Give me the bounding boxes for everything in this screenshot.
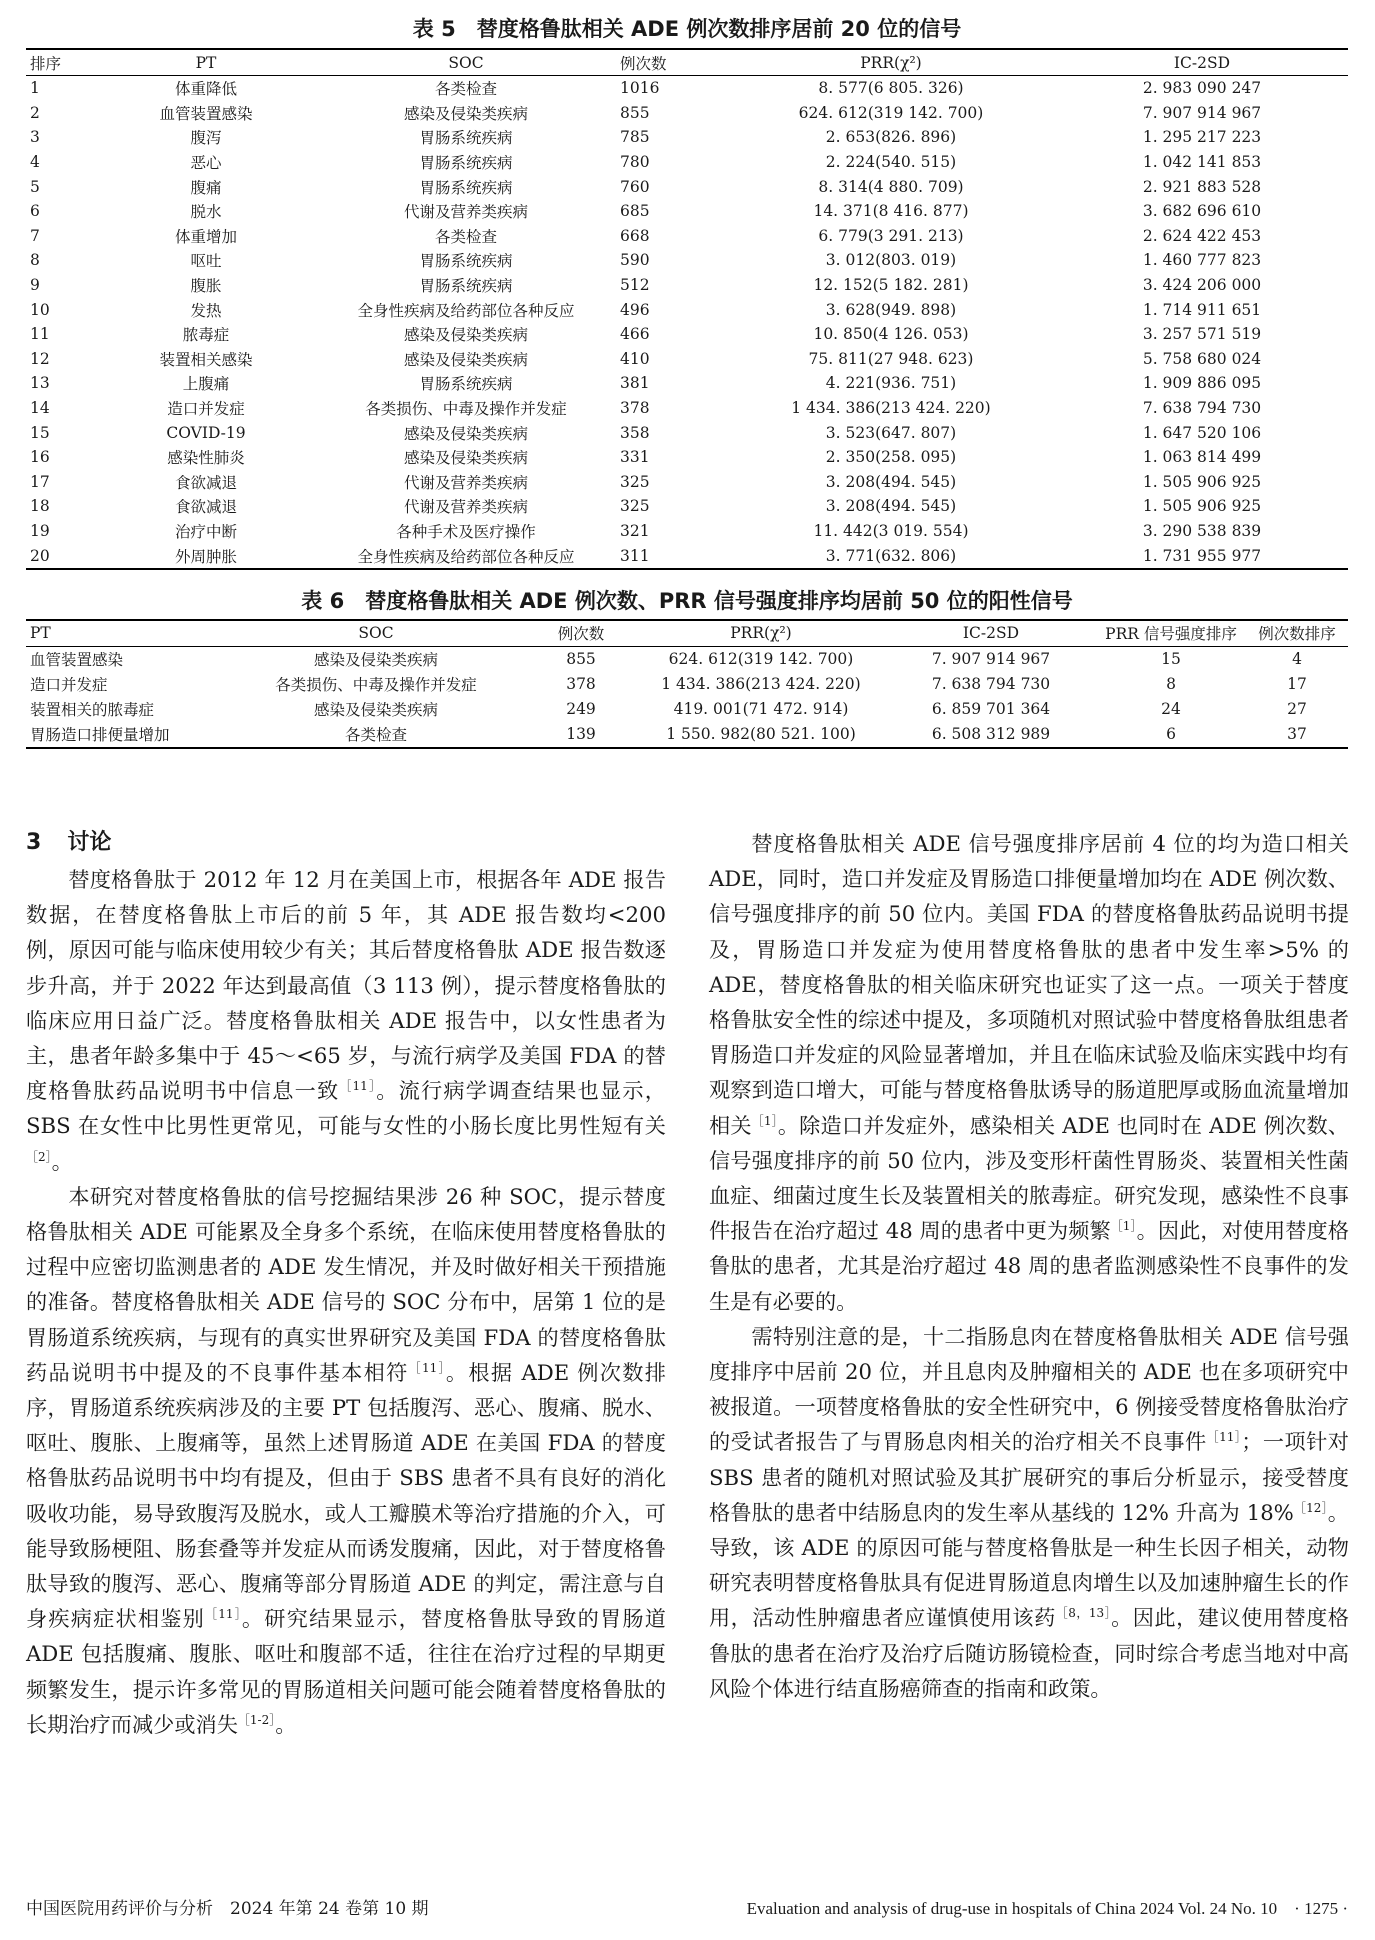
table5-cell: 感染及侵染类疾病 [403,326,528,345]
table5-cell: 14 [30,399,50,418]
table5-cell: 16 [30,448,50,467]
table5-row [26,371,1348,396]
table5-cell: 1. 714 911 651 [1142,300,1262,319]
table6-cell: 624. 612(319 142. 700) [668,650,854,669]
section-title: 讨论 [67,830,112,855]
table6-cell: 7. 638 794 730 [931,675,1051,694]
table5-cell: 11. 442(3 019. 554) [813,521,969,540]
table5-header-cell: PT [96,49,316,76]
table5-row [26,101,1348,126]
table5-cell: 780 [620,153,650,172]
table6-header-cell: PRR 信号强度排序 [1096,620,1246,647]
table5-cell: 装置相关感染 [159,350,253,369]
table5-cell: 代谢及营养类疾病 [403,473,528,492]
table5-cell: 624. 612(319 142. 700) [798,103,984,122]
table5-cell: 4 [30,153,40,172]
table5-row [26,174,1348,199]
table6-cell: 感染及侵染类疾病 [313,701,438,720]
table5-cell: 1 434. 386(213 424. 220) [791,399,991,418]
table5-cell: 12. 152(5 182. 281) [813,276,969,295]
table5-cell: 12 [30,349,50,368]
table5-header-cell: PRR(χ²) [726,49,1056,76]
table5-row [26,248,1348,273]
table5-cell: 9 [30,276,40,295]
table5-cell: 358 [620,423,650,442]
table5-cell: 体重降低 [174,80,237,99]
citation: ［11］ [339,1079,377,1094]
table5-cell: 8 [30,251,40,270]
table5-cell: 5. 758 680 024 [1142,349,1262,368]
table5-cell: 325 [620,472,650,491]
table5-cell: 19 [30,521,50,540]
section-heading [26,826,666,860]
table6-row [26,646,1348,672]
table5-cell: 呕吐 [190,252,222,271]
table5-cell: 2. 653(826. 896) [825,128,957,147]
table5-cell: 食欲减退 [174,473,237,492]
table5-cell: 381 [620,374,650,393]
table5-cell: 1. 460 777 823 [1142,251,1262,270]
table5-cell: 668 [620,226,650,245]
table5-cell: 3. 424 206 000 [1142,276,1262,295]
table6-header-cell: 例次数 [526,620,636,647]
table5-cell: 各类检查 [434,227,497,246]
table5-cell: 2. 624 422 453 [1142,226,1262,245]
table5-cell: 496 [620,300,650,319]
citation: ［12］ [1293,1500,1328,1515]
table5-cell: 410 [620,349,650,368]
table5-row [26,347,1348,372]
table5-row [26,519,1348,544]
table5-cell: 感染及侵染类疾病 [403,424,528,443]
table5-cell: 7. 907 914 967 [1142,103,1262,122]
paragraph: 本研究对替度格鲁肽的信号挖掘结果涉 26 种 SOC，提示替度格鲁肽相关 ADE 可能累及全身多个系统，在临床使用替度格鲁肽的过程中应密切监测患者的 ADE 发生情况，并及时做好相关干预措施的准备。替度格鲁肽相关 ADE 信号的 SOC 分布中，居第 1 位的是胃肠道系统疾病，与现有的真实世界研究及美国 FDA 的替度格鲁肽药品说明书中提及的不良事件基本相符$^{[11]}$。根据 ADE 例次数排序，胃肠道系统疾病涉及的主要 PT 包括腹泻、恶心、腹痛、脱水、呕吐、腹胀、上腹痛等，虽然上述胃肠道 ADE 在美国 FDA 的替度格鲁肽药品说明书中均有提及，但由于 SBS 患者不具有良好的消化吸收功能，易导致腹泻及脱水，或人工瓣膜术等治疗措施的介入，可能导致肠梗阻、肠套叠等并发症从而诱发腹痛，因此，对于替度格鲁肽导致的腹泻、恶心、腹痛等部分胃肠道 ADE 的判定，需注意与自身疾病症状相鉴别$^{[11]}$。研究结果显示，替度格鲁肽导致的胃肠道 ADE 包括腹痛、腹胀、呕吐和腹部不适，往往在治疗过程的早期更频繁发生，提示许多常见的胃肠道相关问题可能会随着替度格鲁肽的长期治疗而减少或消失$^{[1-2]}$。 [26,1183,666,1737]
table5-cell: 15 [30,423,50,442]
table5-cell: 体重增加 [174,227,237,246]
table6-cell: 419. 001(71 472. 914) [673,700,849,719]
table5-cell: 脱水 [190,203,222,222]
table5-cell: 胃肠系统疾病 [419,252,513,271]
paragraph: 替度格鲁肽相关 ADE 信号强度排序居前 4 位的均为造口相关 ADE，同时，造口并发症及胃肠造口排便量增加均在 ADE 例次数、信号强度排序的前 50 位内。美国 FDA 的替度格鲁肽药品说明书提及，胃肠造口并发症为使用替度格鲁肽的患者中发生率>5% 的 ADE，替度格鲁肽的相关临床研究也证实了这一点。一项关于替度格鲁肽安全性的综述中提及，多项随机对照试验中替度格鲁肽组患者胃肠造口并发症的风险显著增加，并且在临床试验及临床实践中均有观察到造口增大，可能与替度格鲁肽诱导的肠道肥厚或肠血流量增加相关$^{[1]}$。除造口并发症外，感染相关 ADE 也同时在 ADE 例次数、信号强度排序的前 50 位内，涉及变形杆菌性胃肠炎、装置相关性菌血症、细菌过度生长及装置相关的脓毒症。研究发现，感染性不良事件报告在治疗超过 48 周的患者中更为频繁$^{[1]}$。因此，对使用替度格鲁肽的患者，尤其是治疗超过 48 周的患者监测感染性不良事件的发生是有必要的。 [709,831,1349,1314]
table5-cell: 311 [616,543,726,569]
table5-cell: 3. 012(803. 019) [825,251,957,270]
table5-row [26,150,1348,175]
table5-cell: 760 [620,177,650,196]
table6-cell: 4 [1292,650,1302,669]
table5-cell: 代谢及营养类疾病 [403,498,528,517]
table6-cell: 1 550. 982(80 521. 100) [636,722,886,748]
citation: ［11］ [408,1360,446,1375]
table5-cell: 胃肠系统疾病 [419,277,513,296]
table5-cell: 2. 224(540. 515) [825,153,957,172]
table5-cell: 1. 505 906 925 [1142,472,1262,491]
table5-row [26,297,1348,322]
citation: ［2］ [26,1149,52,1164]
table5-cell: 腹胀 [190,277,222,296]
table5-cell: 10. 850(4 126. 053) [813,325,969,344]
table5-cell: COVID-19 [166,423,246,442]
table5 [26,48,1348,570]
table5-row [26,396,1348,421]
table6-header-cell: SOC [226,620,526,647]
table5-cell: 1. 647 520 106 [1142,423,1262,442]
table6-cell: 感染及侵染类疾病 [313,651,438,670]
table5-row [26,494,1348,519]
table5-cell: 7. 638 794 730 [1142,399,1262,418]
table6-cell: 胃肠造口排便量增加 [26,722,226,748]
table5-row [26,420,1348,445]
table5-header-cell: IC-2SD [1056,49,1348,76]
table6-cell: 各类检查 [226,722,526,748]
table5-header-row [26,49,1348,76]
table6 [26,619,1348,749]
citation: ［11］ [1206,1430,1242,1445]
table5-cell: 1. 505 906 925 [1142,497,1262,516]
table5-cell: 各类检查 [434,80,497,99]
table5-cell: 512 [620,276,650,295]
table5-cell: 13 [30,374,50,393]
paragraph: 替度格鲁肽于 2012 年 12 月在美国上市，根据各年 ADE 报告数据，在替度格鲁肽上市后的前 5 年，其 ADE 报告数均<200 例，原因可能与临床使用较少有关；其后替度格鲁肽 ADE 报告数逐步升高，并于 2022 年达到最高值（3 113 例），提示替度格鲁肽的临床应用日益广泛。替度格鲁肽相关 ADE 报告中，以女性患者为主，患者年龄多集中于 45～<65 岁，与流行病学及美国 FDA 的替度格鲁肽药品说明书中信息一致$^{[11]}$。流行病学调查结果也显示，SBS 在女性中比男性更常见，可能与女性的小肠长度比男性短有关$^{[2]}$。 [26,867,666,1174]
table5-cell: 3. 290 538 839 [1142,521,1262,540]
table6-cell: 7. 907 914 967 [931,650,1051,669]
table6-cell: 6 [1096,722,1246,748]
table5-cell: 感染及侵染类疾病 [403,104,528,123]
table5-row [26,273,1348,298]
table5-cell: 2. 921 883 528 [1142,177,1262,196]
table5-cell: 75. 811(27 948. 623) [808,349,974,368]
table5-cell: 全身性疾病及给药部位各种反应 [357,301,575,320]
table5-cell: 血管装置感染 [159,104,253,123]
table5-cell: 14. 371(8 416. 877) [813,202,969,221]
table6-cell: 1 434. 386(213 424. 220) [661,675,861,694]
table5-cell: 腹泻 [190,129,222,148]
table5-cell: 8. 314(4 880. 709) [818,177,964,196]
table5-cell: 治疗中断 [174,522,237,541]
table5-cell: 325 [620,497,650,516]
table6-cell: 造口并发症 [30,676,108,695]
table5-cell: 1. 909 886 095 [1142,374,1262,393]
table5-cell: 1. 731 955 977 [1056,543,1348,569]
table5-cell: 感染性肺炎 [167,449,245,468]
table5-cell: 感染及侵染类疾病 [403,350,528,369]
table5-row [26,543,1348,569]
table5-row [26,322,1348,347]
table5-cell: 7 [30,226,40,245]
table5-cell: 331 [620,448,650,467]
table5-cell: 胃肠系统疾病 [419,178,513,197]
table5-cell: 3 [30,128,40,147]
table6-cell: 6. 859 701 364 [931,700,1051,719]
table5-cell: 10 [30,300,50,319]
table5-cell: 3. 208(494. 545) [825,497,957,516]
table5-cell: 321 [620,521,650,540]
table5-row [26,445,1348,470]
table5-cell: 2. 350(258. 095) [825,448,957,467]
table5-cell: 脓毒症 [182,326,230,345]
table5-cell: 20 [26,543,96,569]
right-column [709,826,1349,1706]
table6-cell: 24 [1161,700,1181,719]
table6-row [26,697,1348,722]
table6-cell: 各类损伤、中毒及操作并发症 [275,676,477,695]
table5-row [26,224,1348,249]
table5-cell: 378 [620,399,650,418]
table5-cell: 胃肠系统疾病 [419,129,513,148]
table5-cell: 785 [620,128,650,147]
table5-cell: 2 [30,103,40,122]
table5-cell: 590 [620,251,650,270]
citation: ［1］ [1110,1219,1137,1234]
table5-cell: 代谢及营养类疾病 [403,203,528,222]
table5-cell: 外周肿胀 [96,543,316,569]
table5-row [26,199,1348,224]
left-column [26,826,666,1742]
table5-cell: 6. 779(3 291. 213) [818,226,964,245]
section-number: 3 [26,830,42,855]
table5-cell: 感染及侵染类疾病 [403,449,528,468]
table5-cell: 各种手术及医疗操作 [396,522,536,541]
table5-header-cell: 例次数 [616,49,726,76]
table6-cell: 855 [566,650,596,669]
table5-cell: 1. 063 814 499 [1142,448,1262,467]
tables-region [26,14,1348,749]
table6-row [26,672,1348,697]
table5-cell: 855 [620,103,650,122]
table5-cell: 1. 042 141 853 [1142,153,1262,172]
table6-header-cell: 例次数排序 [1246,620,1348,647]
table5-cell: 3. 257 571 519 [1142,325,1262,344]
table6-cell: 27 [1287,700,1307,719]
table5-cell: 胃肠系统疾病 [419,154,513,173]
table5-cell: 18 [30,497,50,516]
table5-cell: 466 [620,325,650,344]
table5-cell: 食欲减退 [174,498,237,517]
table5-cell: 5 [30,177,40,196]
table5-cell: 1. 295 217 223 [1142,128,1262,147]
table5-cell: 17 [30,472,50,491]
table5-cell: 全身性疾病及给药部位各种反应 [316,543,616,569]
table5-cell: 3. 208(494. 545) [825,472,957,491]
journal-footer-cn: 中国医院用药评价与分析 2024 年第 24 卷第 10 期 [26,1899,429,1919]
table5-cell: 4. 221(936. 751) [825,374,957,393]
table6-cell: 17 [1287,675,1307,694]
table5-cell: 2. 983 090 247 [1142,79,1262,98]
table5-cell: 685 [620,202,650,221]
article-body [26,826,1348,1866]
citation: ［1］ [751,1113,778,1128]
table6-cell: 139 [526,722,636,748]
table6-cell: 249 [566,700,596,719]
table5-caption: 表 5 替度格鲁肽相关 ADE 例次数排序居前 20 位的信号 [412,17,962,41]
table6-cell: 装置相关的脓毒症 [30,701,155,720]
table6-caption: 表 6 替度格鲁肽相关 ADE 例次数、PRR 信号强度排序均居前 50 位的阳性信号 [301,588,1073,613]
table5-cell: 8. 577(6 805. 326) [818,79,964,98]
table6-header-cell: IC-2SD [886,620,1096,647]
table5-cell: 3. 771(632. 806) [726,543,1056,569]
table5-row [26,76,1348,101]
table5-cell: 1016 [620,79,660,98]
table6-cell: 8 [1166,675,1176,694]
citation: ［8，13］ [1055,1606,1112,1621]
table5-cell: 3. 523(647. 807) [825,423,957,442]
table5-cell: 上腹痛 [182,375,230,394]
table5-cell: 发热 [190,301,222,320]
table5-cell: 各类损伤、中毒及操作并发症 [365,400,567,419]
table5-cell: 造口并发症 [167,400,245,419]
table6-cell: 15 [1161,650,1181,669]
table5-row [26,470,1348,495]
table6-cell: 血管装置感染 [30,651,124,670]
table5-header-cell: SOC [316,49,616,76]
table5-cell: 1 [30,79,40,98]
table6-cell: 6. 508 312 989 [886,722,1096,748]
table5-cell: 6 [30,202,40,221]
table6-header-cell: PT [26,620,226,647]
table6-row [26,722,1348,748]
table6-cell: 37 [1246,722,1348,748]
table5-cell: 3. 628(949. 898) [825,300,957,319]
table6-cell: 378 [566,675,596,694]
table5-cell: 胃肠系统疾病 [419,375,513,394]
citation: ［1-2］ [237,1712,276,1727]
table5-cell: 腹痛 [190,178,222,197]
table5-header-cell: 排序 [26,49,96,76]
table5-cell: 恶心 [190,154,222,173]
citation: ［11］ [205,1607,242,1622]
table6-header-cell: PRR(χ²) [636,620,886,647]
table5-cell: 11 [30,325,50,344]
journal-footer-en: Evaluation and analysis of drug-use in hospitals of China 2024 Vol. 24 No. 10 · 1275 · [746,1899,1348,1918]
table6-header-row [26,620,1348,647]
table5-cell: 3. 682 696 610 [1142,202,1262,221]
table5-row [26,125,1348,150]
paragraph: 需特别注意的是，十二指肠息肉在替度格鲁肽相关 ADE 信号强度排序中居前 20 位，并且息肉及肿瘤相关的 ADE 也在多项研究中被报道。一项替度格鲁肽的安全性研究中，6 例接受替度格鲁肽治疗的受试者报告了与胃肠息肉相关的治疗相关不良事件$^{[11]}$；一项针对 SBS 患者的随机对照试验及其扩展研究的事后分析显示，接受替度格鲁肽的患者中结肠息肉的发生率从基线的 12% 升高为 18%$^{[12]}$。导致，该 ADE 的原因可能与替度格鲁肽是一种生长因子相关，动物研究表明替度格鲁肽具有促进胃肠道息肉增生以及加速肿瘤生长的作用，活动性肿瘤患者应谨慎使用该药$^{[8,13]}$。因此，建议使用替度格鲁肽的患者在治疗及治疗后随访肠镜检查，同时综合考虑当地对中高风险个体进行结直肠癌筛查的指南和政策。 [709,1323,1349,1701]
